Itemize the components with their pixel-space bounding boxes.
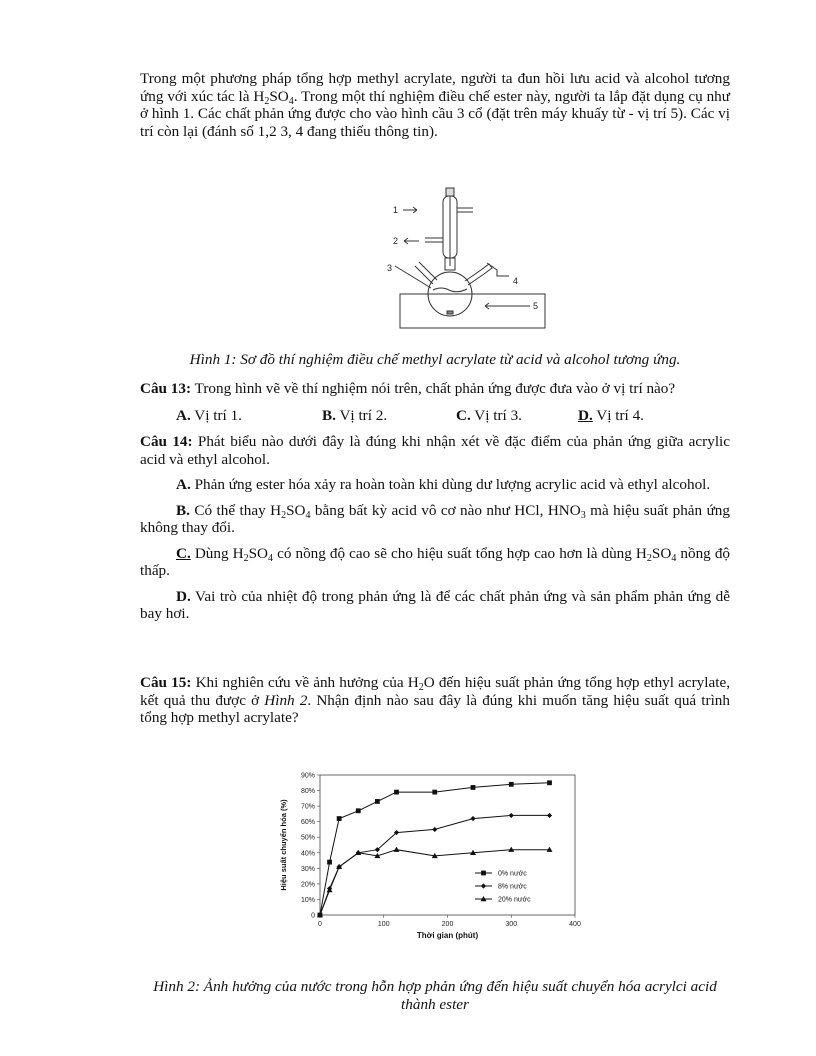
question-13 (140, 380, 730, 398)
option-13-d-correct[interactable]: D. Vị trí 4. (578, 407, 644, 424)
data-point (375, 799, 380, 804)
x-axis-label: Thời gian (phút) (416, 931, 479, 940)
y-tick-label: 10% (300, 896, 315, 904)
x-tick-label: 100 (377, 921, 390, 928)
data-point (470, 816, 475, 821)
figure-1-label-1: 1 (393, 205, 399, 215)
x-tick-label: 0 (318, 921, 322, 928)
data-point (471, 785, 476, 790)
data-point (547, 813, 552, 818)
y-axis-label: Hiệu suất chuyển hóa (%) (279, 799, 288, 891)
figure-2-caption: Hình 2: Ảnh hưởng của nước trong hỗn hợp phản ứng đến hiệu suất chuyển hóa acrylci acid thành ester (153, 978, 717, 1013)
x-tick-label: 400 (569, 921, 581, 928)
y-tick-label: 20% (300, 881, 315, 889)
series-line (320, 850, 550, 915)
intro-paragraph: Trong một phương pháp tổng hợp methyl acrylate, người ta đun hồi lưu acid và alcohol tương ứng với xúc tác là $H_2SO_4$. Trong một thí nghiệm điều chế ester này, người ta lắp đặt dụng cụ như ở hình 1. Các chất phản ứng được cho vào hình cầu 3 cổ (đặt trên máy khuấy từ - vị trí 5). Các vị trí còn lại (đánh số 1,2 3, 4 đang thiếu thông tin). (140, 70, 730, 140)
option-14-a[interactable]: A. Phản ứng ester hóa xảy ra hoàn toàn khi dùng dư lượng acrylic acid và ethyl alcohol. (176, 476, 711, 493)
question-15-stem: Câu 15: Khi nghiên cứu về ảnh hưởng của $H_2O$ đến hiệu suất phản ứng tổng hợp ethyl acrylate, kết quả thu được ở Hình 2. Nhận định nào sau đây là đúng khi muốn tăng hiệu suất quá trình tổng hợp methyl acrylate? (140, 674, 730, 726)
question-14 (140, 433, 730, 623)
figure-1-label-2: 2 (393, 236, 399, 246)
figure-1-label-5: 5 (533, 301, 539, 311)
y-tick-label: 90% (300, 772, 315, 780)
option-14-c-correct[interactable]: C. Dùng $H_2SO_4$ có nồng độ cao sẽ cho hiệu suất tổng hợp cao hơn là dùng $H_2SO_4$ nồng độ thấp. (140, 544, 731, 579)
legend-label: 0% nước (498, 870, 527, 878)
series-3 (317, 847, 553, 918)
y-tick-label: 50% (300, 834, 315, 842)
chart-plot-area (320, 775, 575, 915)
data-point (509, 813, 514, 818)
question-15 (140, 674, 730, 727)
option-14-d[interactable]: D. Vai trò của nhiệt độ trong phản ứng là để các chất phản ứng và sản phẩm phản ứng dễ bay hơi. (140, 587, 730, 622)
y-tick-label: 80% (300, 788, 315, 796)
data-point (432, 827, 437, 832)
option-13-b[interactable]: B. Vị trí 2. (322, 407, 388, 424)
option-14-b[interactable]: B. Có thể thay $H_2SO_4$ bằng bất kỳ acid vô cơ nào như HCl, $HNO_3$ mà hiệu suất phản ứng không thay đổi. (140, 501, 730, 536)
figure-1-caption: Hình 1: Sơ đồ thí nghiệm điều chế methyl acrylate từ acid và alcohol tương ứng. (189, 351, 681, 368)
option-13-c[interactable]: C. Vị trí 3. (456, 407, 522, 424)
question-13-stem: Câu 13: Trong hình vẽ về thí nghiệm nói trên, chất phản ứng được đưa vào ở vị trí nào? (140, 380, 676, 397)
figure-1-label-4: 4 (513, 276, 519, 286)
data-point (394, 847, 400, 852)
legend-marker (481, 883, 486, 888)
question-14-stem: Câu 14: Phát biểu nào dưới đây là đúng khi nhận xét về đặc điểm của phản ứng giữa acrylic acid và ethyl alcohol. (140, 433, 730, 468)
data-point (327, 860, 332, 865)
series-line (320, 783, 550, 915)
legend-marker (481, 871, 486, 876)
y-tick-label: 40% (300, 850, 315, 858)
data-point (509, 782, 514, 787)
legend-label: 8% nước (498, 883, 527, 891)
document-body (140, 70, 730, 140)
x-tick-label: 200 (441, 921, 454, 928)
y-tick-label: 30% (300, 865, 315, 873)
data-point (394, 790, 399, 795)
y-tick-label: 70% (300, 803, 315, 811)
data-point (337, 816, 342, 821)
figure-2-line-chart (270, 765, 590, 950)
data-point (547, 780, 552, 785)
y-tick-label: 0 (311, 912, 315, 920)
y-tick-label: 60% (300, 819, 315, 827)
data-point (327, 887, 333, 892)
data-point (432, 790, 437, 795)
figure-1-label-3: 3 (387, 263, 393, 273)
option-13-a[interactable]: A. Vị trí 1. (176, 407, 242, 424)
figure-1-apparatus-diagram (375, 186, 555, 332)
legend-label: 20% nước (498, 896, 531, 904)
x-tick-label: 300 (505, 921, 518, 928)
data-point (356, 808, 361, 813)
